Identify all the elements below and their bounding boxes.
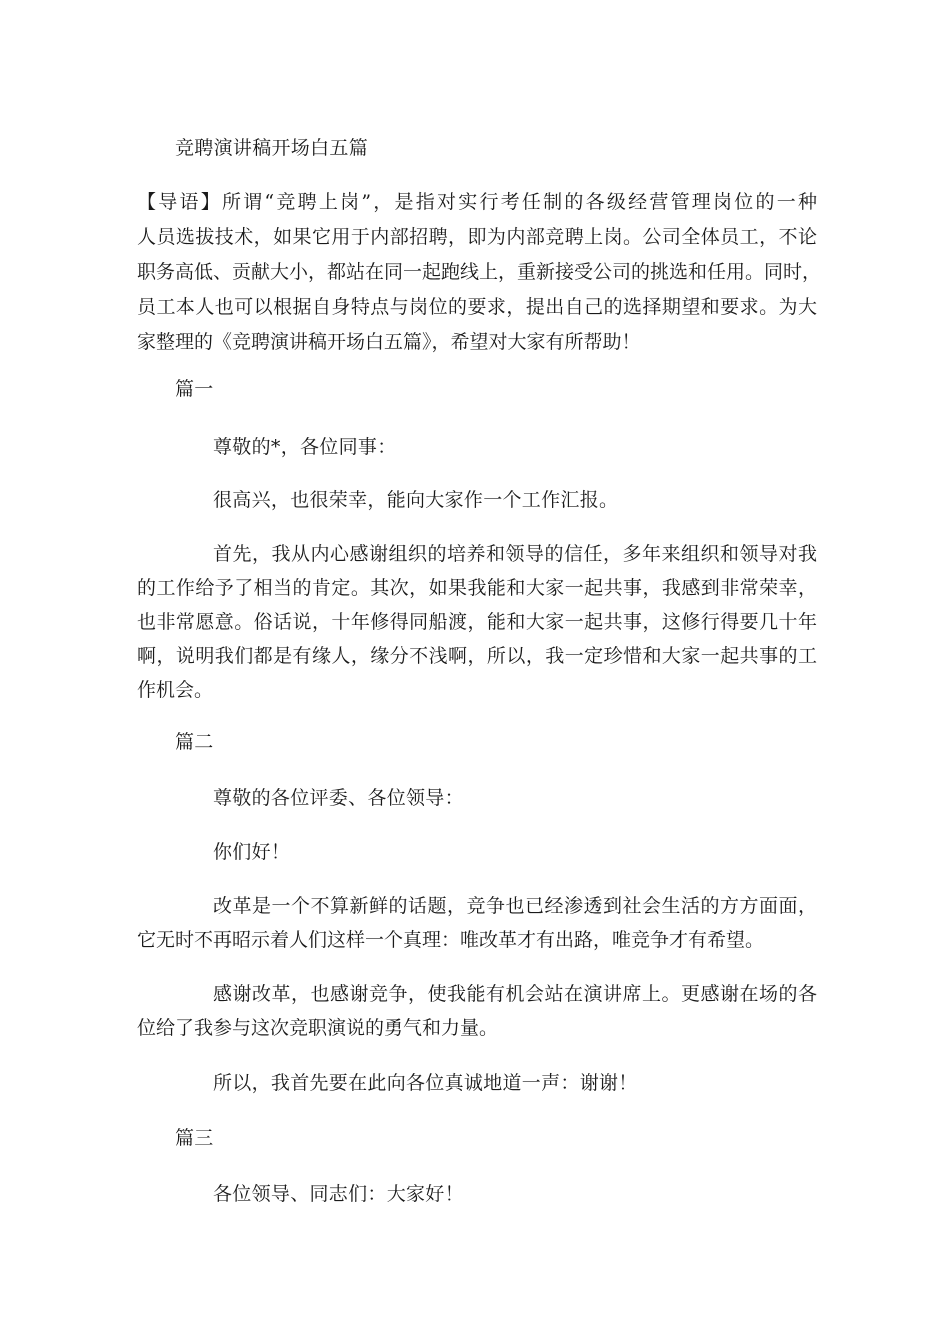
section2-paragraph-2-line: 改革是一个不算新鲜的话题，竞争也已经渗透到社会生活的方方面面， (213, 895, 817, 917)
section-heading-1: 篇一 (175, 378, 214, 400)
section1-greeting: 尊敬的*，各位同事： (213, 436, 397, 458)
section3-greeting: 各位领导、同志们：大家好！ (213, 1183, 464, 1205)
section1-paragraph-2-line: 啊，说明我们都是有缘人，缘分不浅啊，所以，我一定珍惜和大家一起共事的工 (137, 645, 817, 667)
section1-paragraph-2-line: 首先，我从内心感谢组织的培养和领导的信任，多年来组织和领导对我 (213, 543, 817, 565)
section1-paragraph-1: 很高兴，也很荣幸，能向大家作一个工作汇报。 (213, 489, 619, 511)
section2-paragraph-1: 你们好！ (213, 841, 291, 863)
section1-paragraph-2-line: 也非常愿意。俗话说，十年修得同船渡，能和大家一起共事，这修行得要几十年 (137, 611, 817, 633)
section2-greeting: 尊敬的各位评委、各位领导： (213, 787, 464, 809)
section2-paragraph-4: 所以，我首先要在此向各位真诚地道一声：谢谢！ (213, 1072, 638, 1094)
section-heading-2: 篇二 (175, 731, 214, 753)
section2-paragraph-3-line: 感谢改革，也感谢竞争，使我能有机会站在演讲席上。更感谢在场的各 (213, 983, 817, 1005)
intro-line: 职务高低、贡献大小，都站在同一起跑线上，重新接受公司的挑选和任用。同时， (137, 261, 822, 283)
intro-line: 人员选拔技术，如果它用于内部招聘，即为内部竞聘上岗。公司全体员工，不论 (137, 226, 817, 248)
section2-paragraph-3-line: 位给了我参与这次竞职演说的勇气和力量。 (137, 1017, 499, 1039)
section1-paragraph-2-line: 的工作给予了相当的肯定。其次，如果我能和大家一起共事，我感到非常荣幸， (137, 577, 817, 599)
section2-paragraph-2-line: 它无时不再昭示着人们这样一个真理：唯改革才有出路，唯竞争才有希望。 (137, 929, 765, 951)
intro-line: 【导语】所谓“竞聘上岗”，是指对实行考任制的各级经营管理岗位的一种 (137, 191, 817, 213)
section1-paragraph-2-line: 作机会。 (137, 679, 214, 701)
document-title: 竞聘演讲稿开场白五篇 (175, 137, 369, 159)
intro-line: 家整理的《竞聘演讲稿开场白五篇》，希望对大家有所帮助！ (137, 331, 641, 353)
section-heading-3: 篇三 (175, 1127, 214, 1149)
intro-line: 员工本人也可以根据自身特点与岗位的要求，提出自己的选择期望和要求。为大 (137, 296, 817, 318)
